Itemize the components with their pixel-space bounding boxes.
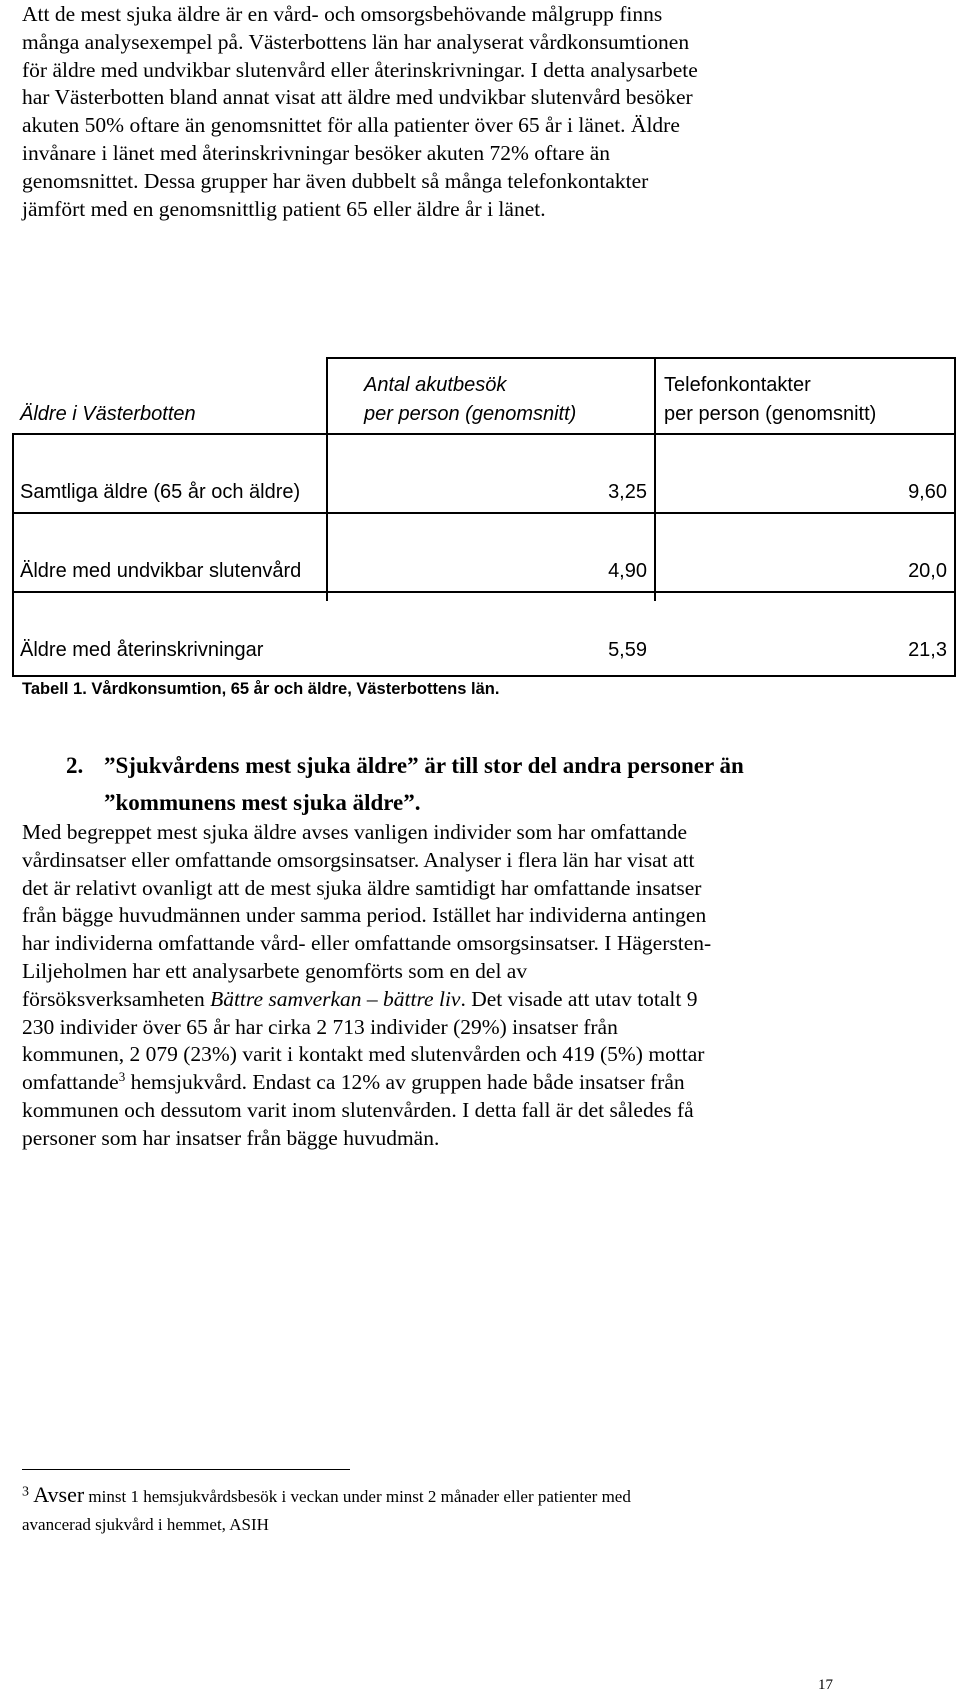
intro-line: genomsnittet. Dessa grupper har även dubbelt så många telefonkontakter [22, 168, 649, 193]
consumption-table [12, 357, 956, 677]
intro-paragraph [22, 1, 952, 223]
header-visits: Antal akutbesök [364, 374, 507, 396]
row-label: Äldre med återinskrivningar [20, 639, 264, 661]
intro-line: jämfört med en genomsnittlig patient 65 eller äldre år i länet. [22, 196, 546, 221]
table-border [12, 675, 956, 677]
table-border [954, 357, 956, 677]
table-border [12, 433, 956, 435]
section-number: 2. [66, 753, 84, 778]
footnote-mark: 3 [22, 1484, 29, 1500]
body-text: försöksverksamheten [22, 986, 211, 1011]
row-visits: 3,25 [608, 481, 647, 503]
footnote-divider [22, 1469, 350, 1470]
row-visits: 5,59 [608, 639, 647, 661]
row-calls: 21,3 [908, 639, 947, 661]
intro-line: Att de mest sjuka äldre är en vård- och omsorgsbehövande målgrupp finns [22, 2, 663, 26]
footnote [22, 1481, 942, 1539]
footnote-first-word: Avser [33, 1482, 85, 1507]
section-heading-line: ”kommunens mest sjuka äldre”. [104, 790, 421, 815]
intro-line: akuten 50% oftare än genomsnittet för alla patienter över 65 år i länet. Äldre [22, 113, 680, 138]
body-line: 230 individer över 65 år har cirka 2 713 individer (29%) insatser från [22, 1014, 618, 1039]
body-text: . Det visade att utav totalt 9 [460, 986, 698, 1011]
body-line: det är relativt ovanligt att de mest sjuka äldre samtidigt har omfattande insatser [22, 875, 702, 900]
body-line: från bägge huvudmännen under samma period. Istället har individerna antingen [22, 903, 707, 928]
row-label: Samtliga äldre (65 år och äldre) [20, 481, 301, 503]
header-calls: Telefonkontakter [664, 374, 811, 396]
table-border [12, 512, 956, 514]
body-line: vårdinsatser eller omfattande omsorgsinsatser. Analyser i flera län har visat att [22, 847, 695, 872]
page-number: 17 [818, 1677, 833, 1693]
footnote-text: avancerad sjukvård i hemmet, ASIH [22, 1515, 269, 1534]
intro-line: har Västerbotten bland annat visat att äldre med undvikbar slutenvård besöker [22, 85, 693, 110]
body-line: kommunen och dessutom varit inom slutenvården. I detta fall är det således få [22, 1097, 694, 1122]
section-heading-line: ”Sjukvårdens mest sjuka äldre” är till stor del andra personer än [104, 753, 744, 778]
body-text: hemsjukvård. Endast ca 12% av gruppen hade både insatser från [125, 1070, 685, 1095]
row-calls: 20,0 [908, 560, 947, 582]
table-border [326, 357, 328, 601]
table-border [654, 357, 656, 601]
section-paragraph [22, 819, 952, 1153]
body-line: Liljeholmen har ett analysarbete genomförts som en del av [22, 958, 528, 983]
intro-line: invånare i länet med återinskrivningar besöker akuten 72% oftare än [22, 140, 611, 165]
body-line: personer som har insatser från bägge huvudmän. [22, 1125, 440, 1150]
body-line: har individerna omfattande vård- eller omfattande omsorgsinsatser. I Hägersten- [22, 931, 712, 956]
header-group: Äldre i Västerbotten [20, 403, 196, 425]
footnote-reference[interactable]: 3 [118, 1069, 126, 1085]
body-line: kommunen, 2 079 (23%) varit i kontakt med slutenvården och 419 (5%) mottar [22, 1042, 705, 1067]
footnote-text: minst 1 hemsjukvårdsbesök i veckan under minst 2 månader eller patienter med [84, 1487, 631, 1506]
intro-line: för äldre med undvikbar slutenvård eller återinskrivningar. I detta analysarbete [22, 57, 698, 82]
table-border [12, 591, 956, 593]
row-visits: 4,90 [608, 560, 647, 582]
body-line: Med begreppet mest sjuka äldre avses vanligen individer som har omfattande [22, 820, 688, 844]
table-border [326, 357, 956, 359]
body-line [22, 1069, 952, 1097]
body-text: omfattande [22, 1070, 119, 1095]
row-label: Äldre med undvikbar slutenvård [20, 560, 302, 582]
intro-line: många analysexempel på. Västerbottens län har analyserat vårdkonsumtionen [22, 29, 690, 54]
row-calls: 9,60 [908, 481, 947, 503]
body-line [22, 986, 952, 1014]
header-calls: per person (genomsnitt) [664, 403, 877, 425]
project-name: Bättre samverkan – bättre liv [210, 986, 461, 1011]
header-visits: per person (genomsnitt) [364, 403, 577, 425]
table-caption: Tabell 1. Vårdkonsumtion, 65 år och äldre, Västerbottens län. [22, 680, 500, 698]
table-border [12, 433, 14, 677]
